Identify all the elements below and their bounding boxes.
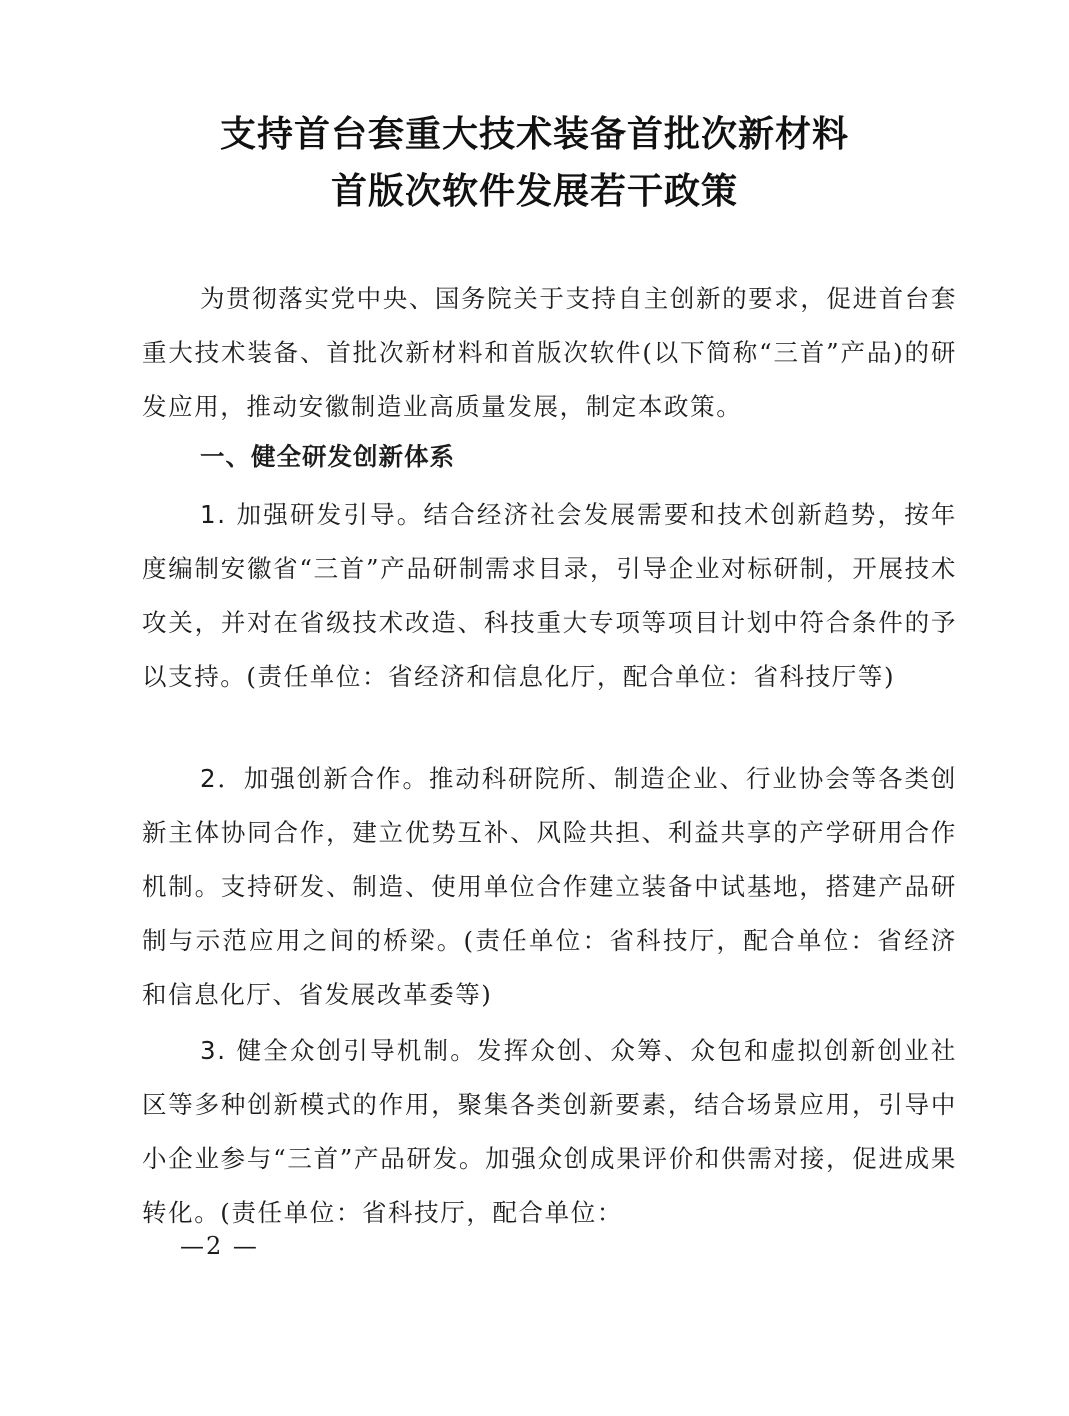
policy-item-3 [142, 1024, 957, 1240]
section-heading-1: 一、健全研发创新体系 [200, 442, 455, 471]
policy-item-3-title: 3. 健全众创引导机制。 [200, 1036, 477, 1065]
page-number: —2 — [180, 1232, 259, 1260]
policy-item-3-text: 发挥众创、众筹、众包和虚拟创新创业社区等多种创新模式的作用，聚集各类创新要素，结合场景应用，引导中小企业参与“三首”产品研发。加强众创成果评价和供需对接，促进成果转化。(责任单位：省科技厅，配合单位： [142, 1036, 957, 1227]
policy-item-1 [142, 488, 957, 704]
policy-item-2-title: 2．加强创新合作。 [200, 764, 429, 793]
document-title-line-2: 首版次软件发展若干政策 [330, 171, 738, 212]
policy-item-2 [142, 752, 957, 1022]
policy-item-2-text: 推动科研院所、制造企业、行业协会等各类创新主体协同合作，建立优势互补、风险共担、利益共享的产学研用合作机制。支持研发、制造、使用单位合作建立装备中试基地，搭建产品研制与示范应用之间的桥梁。(责任单位：省科技厅，配合单位：省经济和信息化厅、省发展改革委等) [142, 764, 957, 1009]
document-title-line-1: 支持首台套重大技术装备首批次新材料 [219, 114, 849, 155]
intro-paragraph: 为贯彻落实党中央、国务院关于支持自主创新的要求，促进首台套重大技术装备、首批次新材料和首版次软件(以下简称“三首”产品)的研发应用，推动安徽制造业高质量发展，制定本政策。 [142, 284, 957, 421]
policy-item-1-title: 1. 加强研发引导。 [200, 500, 424, 529]
policy-item-1-text: 结合经济社会发展需要和技术创新趋势，按年度编制安徽省“三首”产品研制需求目录，引导企业对标研制，开展技术攻关，并对在省级技术改造、科技重大专项等项目计划中符合条件的予以支持。(责任单位：省经济和信息化厅，配合单位：省科技厅等) [142, 500, 958, 691]
